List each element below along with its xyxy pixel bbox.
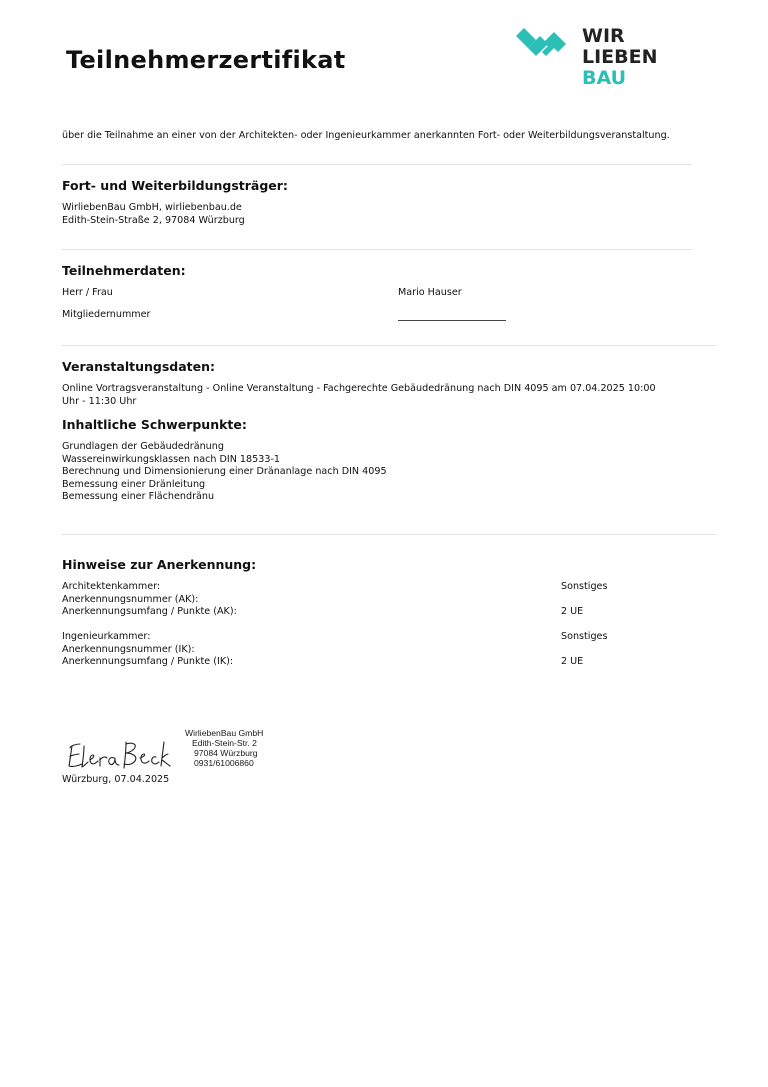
intro-text: über die Teilnahme an einer von der Architekten- oder Ingenieurkammer anerkannten Fort- oder Weiterbildungsveranstaltung. bbox=[62, 130, 670, 141]
salutation-label: Herr / Frau bbox=[62, 287, 113, 298]
provider-heading: Fort- und Weiterbildungsträger: bbox=[62, 178, 288, 193]
divider bbox=[62, 164, 692, 165]
event-heading: Veranstaltungsdaten: bbox=[62, 359, 215, 374]
divider bbox=[62, 249, 692, 250]
divider bbox=[62, 534, 716, 535]
topic-item: Berechnung und Dimensionierung einer Dränanlage nach DIN 4095 bbox=[62, 466, 387, 477]
ak-chamber-value: Sonstiges bbox=[561, 581, 608, 592]
event-line-2: Uhr - 11:30 Uhr bbox=[62, 396, 137, 407]
company-stamp bbox=[185, 728, 263, 768]
ik-chamber-label: Ingenieurkammer: bbox=[62, 631, 151, 642]
recognition-heading: Hinweise zur Anerkennung: bbox=[62, 557, 257, 572]
stamp-line-3: 97084 Würzburg bbox=[194, 748, 258, 758]
ik-points-label: Anerkennungsumfang / Punkte (IK): bbox=[62, 656, 234, 667]
logo-word-bau: BAU bbox=[582, 67, 627, 89]
ik-chamber-value: Sonstiges bbox=[561, 631, 608, 642]
topics-heading: Inhaltliche Schwerpunkte: bbox=[62, 417, 247, 432]
provider-line-2: Edith-Stein-Straße 2, 97084 Würzburg bbox=[62, 215, 245, 226]
topic-item: Bemessung einer Dränleitung bbox=[62, 479, 206, 490]
ik-points-value: 2 UE bbox=[561, 656, 584, 667]
topic-item: Bemessung einer Flächendränu bbox=[62, 491, 215, 502]
event-line-1: Online Vortragsveranstaltung - Online Veranstaltung - Fachgerechte Gebäudedränung nach DIN 4095 am 07.04.2025 10:00 bbox=[62, 383, 656, 394]
ak-chamber-label: Architektenkammer: bbox=[62, 581, 161, 592]
logo-word-lieben: LIEBEN bbox=[582, 46, 658, 68]
company-logo bbox=[514, 26, 674, 96]
participant-name: Mario Hauser bbox=[398, 287, 462, 298]
ik-number-label: Anerkennungsnummer (IK): bbox=[62, 644, 195, 655]
logo-mark-icon bbox=[514, 28, 572, 62]
member-number-blank-line bbox=[398, 320, 506, 321]
provider-line-1: WirliebenBau GmbH, wirliebenbau.de bbox=[62, 202, 242, 213]
divider bbox=[62, 345, 716, 346]
stamp-line-4: 0931/61006860 bbox=[194, 758, 254, 768]
ak-points-value: 2 UE bbox=[561, 606, 584, 617]
place-date: Würzburg, 07.04.2025 bbox=[62, 774, 170, 785]
participant-heading: Teilnehmerdaten: bbox=[62, 263, 186, 278]
logo-word-wir: WIR bbox=[582, 25, 625, 47]
logo-wordmark bbox=[582, 26, 658, 89]
stamp-line-2: Edith-Stein-Str. 2 bbox=[192, 738, 257, 748]
topic-item: Grundlagen der Gebäudedränung bbox=[62, 441, 224, 452]
stamp-line-1: WirliebenBau GmbH bbox=[185, 728, 264, 738]
member-number-label: Mitgliedernummer bbox=[62, 309, 151, 320]
page-title: Teilnehmerzertifikat bbox=[66, 46, 346, 74]
topic-item: Wassereinwirkungsklassen nach DIN 18533-1 bbox=[62, 454, 281, 465]
ak-points-label: Anerkennungsumfang / Punkte (AK): bbox=[62, 606, 237, 617]
ak-number-label: Anerkennungsnummer (AK): bbox=[62, 594, 199, 605]
handwritten-signature bbox=[62, 736, 172, 774]
